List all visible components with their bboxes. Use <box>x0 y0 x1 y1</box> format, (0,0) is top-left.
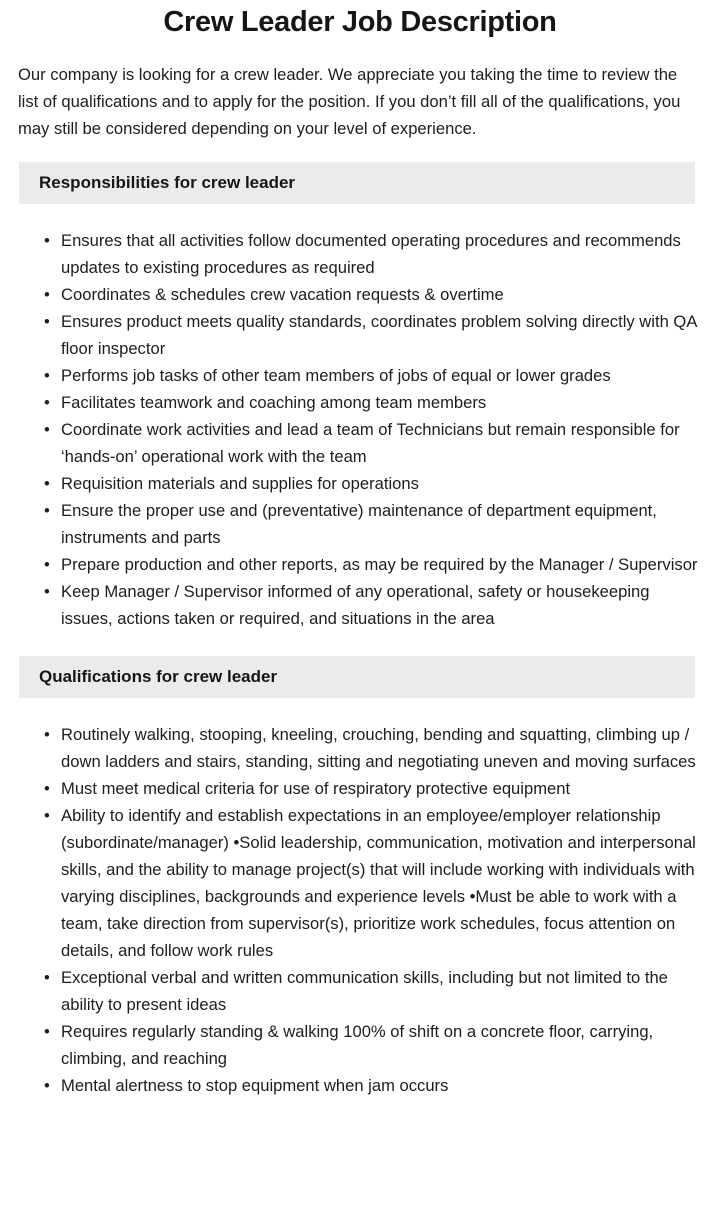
list-item: • Coordinate work activities and lead a team of Technicians but remain responsible for ‘hands-on’ operational work with the team <box>61 416 702 470</box>
list-item: • Facilitates teamwork and coaching among team members <box>61 389 702 416</box>
page-title: Crew Leader Job Description <box>163 6 557 38</box>
list-item: • Ensure the proper use and (preventative) maintenance of department equipment, instruments and parts <box>61 497 702 551</box>
list-item: • Routinely walking, stooping, kneeling, crouching, bending and squatting, climbing up / down ladders and stairs, standing, sitting and negotiating uneven and moving surfaces <box>61 721 702 775</box>
section-responsibilities <box>18 162 702 632</box>
list-item: • Performs job tasks of other team members of jobs of equal or lower grades <box>61 362 702 389</box>
section-heading-responsibilities: Responsibilities for crew leader <box>19 162 695 204</box>
list-item: • Requires regularly standing & walking 100% of shift on a concrete floor, carrying, climbing, and reaching <box>61 1018 702 1072</box>
bullet-list-responsibilities <box>18 227 702 632</box>
list-item: • Ensures product meets quality standards, coordinates problem solving directly with QA floor inspector <box>61 308 702 362</box>
list-item: • Requisition materials and supplies for operations <box>61 470 702 497</box>
intro-paragraph: Our company is looking for a crew leader. We appreciate you taking the time to review the list of qualifications and to apply for the position. If you don’t fill all of the qualifications, you may still be considered depending on your level of experience. <box>18 65 681 138</box>
list-item: • Mental alertness to stop equipment when jam occurs <box>61 1072 702 1099</box>
list-item: • Keep Manager / Supervisor informed of any operational, safety or housekeeping issues, actions taken or required, and situations in the area <box>61 578 702 632</box>
list-item: • Ability to identify and establish expectations in an employee/employer relationship (subordinate/manager) •Solid leadership, communication, motivation and interpersonal skills, and the ability to manage project(s) that will include working with individuals with varying disciplines, backgrounds and experience levels •Must be able to work with a team, take direction from supervisor(s), prioritize work schedules, focus attention on details, and follow work rules <box>61 802 702 964</box>
bullet-list-qualifications <box>18 721 702 1099</box>
list-item: • Coordinates & schedules crew vacation requests & overtime <box>61 281 702 308</box>
list-item: • Exceptional verbal and written communication skills, including but not limited to the ability to present ideas <box>61 964 702 1018</box>
section-heading-qualifications: Qualifications for crew leader <box>19 656 695 698</box>
list-item: • Ensures that all activities follow documented operating procedures and recommends updates to existing procedures as required <box>61 227 702 281</box>
section-qualifications <box>18 656 702 1099</box>
list-item: • Must meet medical criteria for use of respiratory protective equipment <box>61 775 702 802</box>
list-item: • Prepare production and other reports, as may be required by the Manager / Supervisor <box>61 551 702 578</box>
